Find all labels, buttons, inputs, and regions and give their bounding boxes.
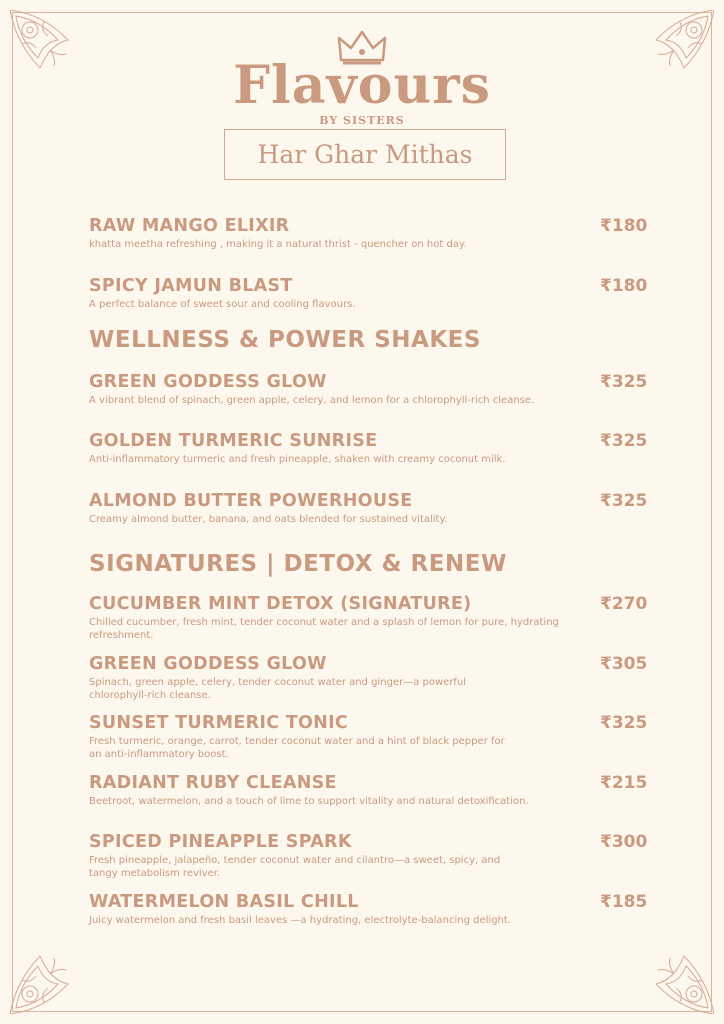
- menu-item: [89, 654, 649, 702]
- item-price: ₹180: [600, 216, 648, 236]
- item-name: ALMOND BUTTER POWERHOUSE: [89, 491, 413, 511]
- menu-item: [89, 276, 649, 311]
- section-heading: SIGNATURES | DETOX & RENEW: [89, 551, 507, 577]
- item-name: SUNSET TURMERIC TONIC: [89, 713, 349, 733]
- item-description: Anti-inflammatory turmeric and fresh pineapple, shaken with creamy coconut milk.: [89, 454, 506, 465]
- item-price: ₹185: [600, 892, 648, 912]
- brand-logo: [0, 30, 724, 127]
- mandala-corner-ornament-icon: [648, 948, 714, 1014]
- item-price: ₹180: [600, 276, 648, 296]
- item-name: SPICY JAMUN BLAST: [89, 276, 293, 296]
- section-heading: WELLNESS & POWER SHAKES: [89, 327, 481, 353]
- item-description: Juicy watermelon and fresh basil leaves —a hydrating, electrolyte-balancing delight.: [89, 915, 511, 926]
- item-description: A perfect balance of sweet sour and cooling flavours.: [89, 299, 356, 310]
- menu-item: [89, 216, 649, 251]
- item-description: Beetroot, watermelon, and a touch of lime to support vitality and natural detoxification.: [89, 796, 529, 807]
- item-name: RAW MANGO ELIXIR: [89, 216, 290, 236]
- item-price: ₹325: [600, 491, 648, 511]
- menu-item: [89, 892, 649, 927]
- item-description: Chilled cucumber, fresh mint, tender coconut water and a splash of lemon for pure, hydrating refreshment.: [89, 617, 559, 641]
- item-price: ₹325: [600, 431, 648, 451]
- menu-item: [89, 431, 649, 466]
- item-name: GREEN GODDESS GLOW: [89, 372, 327, 392]
- item-price: ₹270: [600, 594, 648, 614]
- menu-item: [89, 372, 649, 407]
- item-price: ₹215: [600, 773, 648, 793]
- item-description: khatta meetha refreshing , making it a natural thrist - quencher on hot day.: [89, 239, 467, 250]
- brand-tagline: BY SISTERS: [319, 114, 405, 127]
- menu-item: [89, 832, 649, 880]
- item-description: Creamy almond butter, banana, and oats blended for sustained vitality.: [89, 514, 448, 525]
- item-description: Fresh pineapple, jalapeño, tender coconut water and cilantro—a sweet, spicy, and tangy metabolism reviver.: [89, 855, 501, 879]
- menu-item: [89, 594, 649, 642]
- item-price: ₹305: [600, 654, 648, 674]
- item-name: GREEN GODDESS GLOW: [89, 654, 327, 674]
- brand-name: Flavours: [233, 55, 491, 116]
- item-description: A vibrant blend of spinach, green apple, celery, and lemon for a chlorophyll-rich cleanse.: [89, 395, 535, 406]
- menu-subtitle: Har Ghar Mithas: [224, 129, 506, 180]
- item-name: RADIANT RUBY CLEANSE: [89, 773, 337, 793]
- item-name: SPICED PINEAPPLE SPARK: [89, 832, 352, 852]
- menu-item: [89, 713, 649, 761]
- menu-item: [89, 773, 649, 808]
- item-name: CUCUMBER MINT DETOX (SIGNATURE): [89, 594, 472, 614]
- item-description: Fresh turmeric, orange, carrot, tender coconut water and a hint of black pepper for an anti-inflammatory boost.: [89, 736, 505, 760]
- item-description: Spinach, green apple, celery, tender coconut water and ginger—a powerful chlorophyll-rich cleanse.: [89, 677, 467, 701]
- mandala-corner-ornament-icon: [10, 948, 76, 1014]
- item-price: ₹325: [600, 713, 648, 733]
- item-price: ₹325: [600, 372, 648, 392]
- item-name: GOLDEN TURMERIC SUNRISE: [89, 431, 378, 451]
- item-price: ₹300: [600, 832, 648, 852]
- menu-item: [89, 491, 649, 526]
- item-name: WATERMELON BASIL CHILL: [89, 892, 359, 912]
